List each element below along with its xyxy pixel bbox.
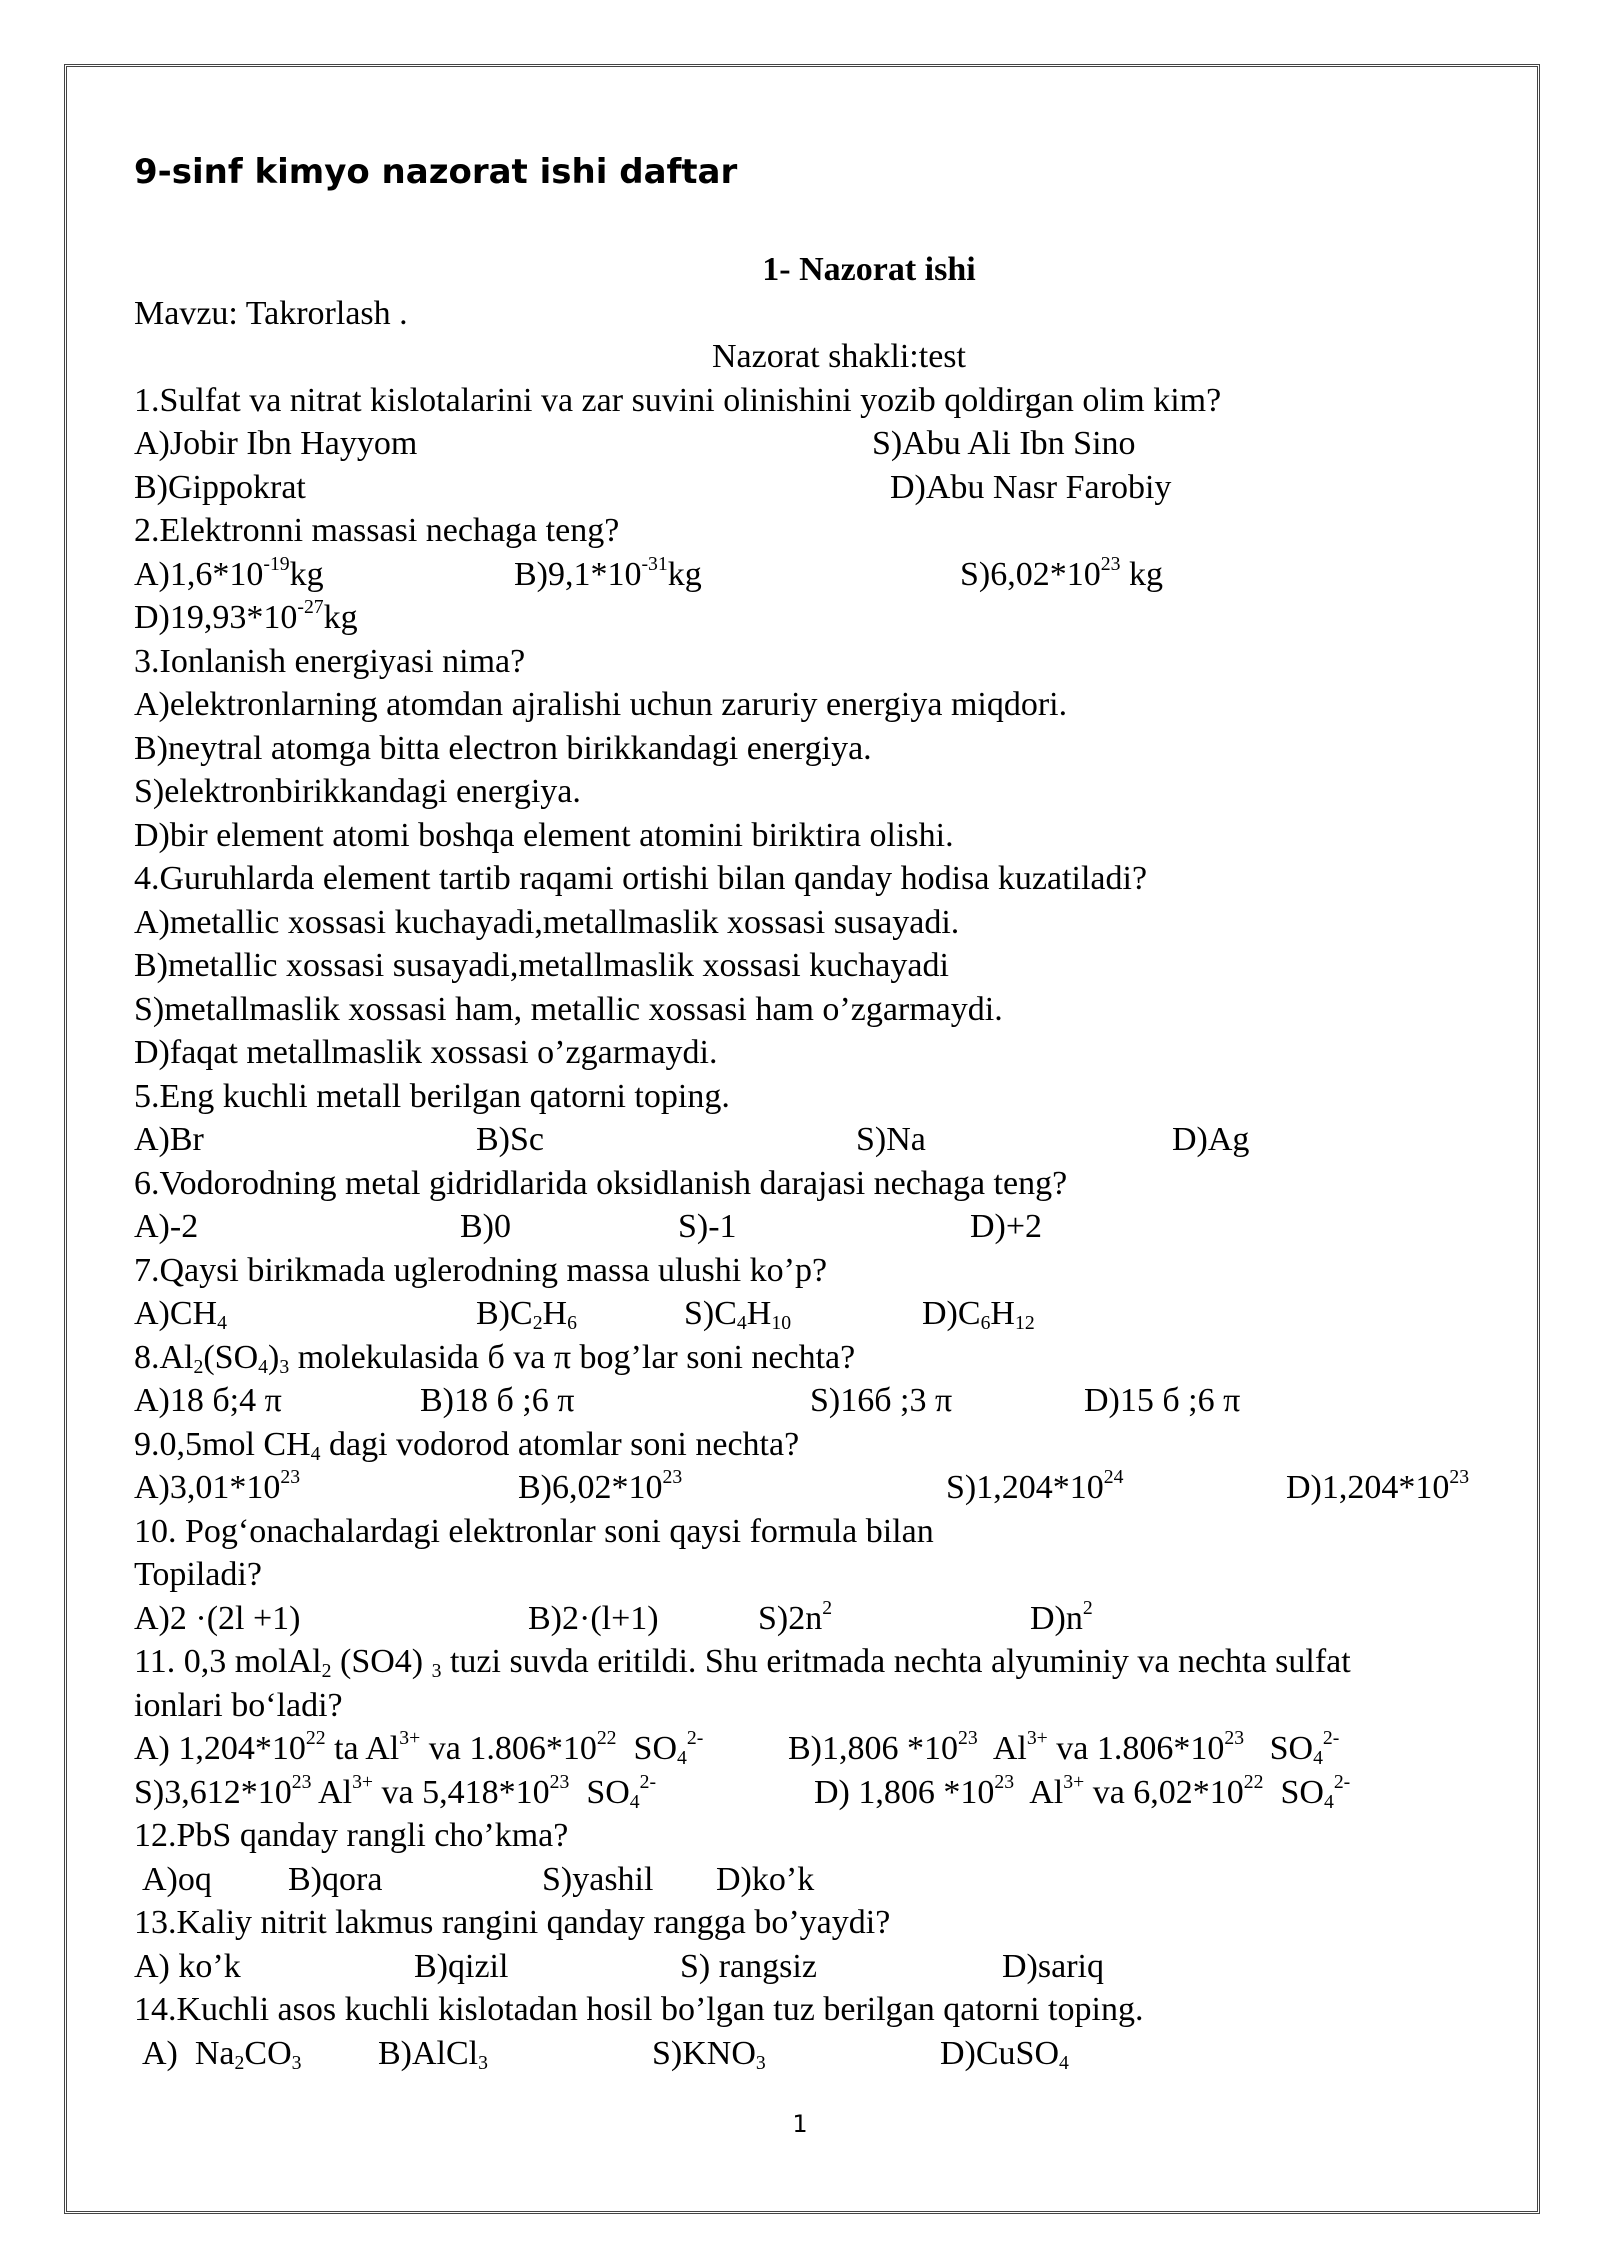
option-a: A)Br [134, 1121, 204, 1158]
question-3: 3.Ionlanish energiyasi nima? [134, 642, 526, 680]
option-d: D)15 б ;6 π [1084, 1382, 1241, 1419]
option-s: S)metallmaslik xossasi ham, metallic xossasi ham o’zgarmaydi. [134, 990, 1003, 1028]
question-4: 4.Guruhlarda element tartib raqami ortishi bilan qanday hodisa kuzatiladi? [134, 860, 1148, 897]
option-d: $D)19,93*10^{-27}kg$ [134, 596, 358, 636]
option-a: A) $1,204*10^{22}$ ta $Al^{3+}$ va $1.806*10^{22}$ $SO_4^{2-}$ [134, 1727, 704, 1769]
option-d: $D)C_6H_{12}$ [922, 1295, 1035, 1334]
option-s: S)Na [856, 1121, 926, 1158]
option-row [134, 1118, 1514, 1162]
question-12: 12.PbS qanday rangli cho’kma? [134, 1817, 569, 1854]
option-b: B)1,806 $*10^{23}$ $Al^{3+}$ va $1.806*10^{23}$ $SO_4^{2-}$ [788, 1727, 1340, 1769]
option-s: S)yashil [542, 1860, 654, 1898]
question-6: 6.Vodorodning metal gidridlarida oksidlanish darajasi nechaga teng? [134, 1164, 1068, 1202]
option-a: A)18 б;4 π [134, 1382, 282, 1419]
question-13: 13.Kaliy nitrit lakmus rangini qanday rangga bo’yaydi? [134, 1904, 891, 1941]
option-row [134, 466, 1514, 510]
option-a: A)elektronlarning atomdan ajralishi uchun zaruriy energiya miqdori. [134, 686, 1068, 723]
option-a: A)Jobir Ibn Hayyom [134, 425, 418, 462]
page-number: 1 [792, 2110, 808, 2138]
option-s: S)Abu Ali Ibn Sino [872, 425, 1136, 462]
option-s: S)-1 [678, 1208, 737, 1245]
option-b: $B)9,1*10^{-31}kg$ [514, 552, 702, 593]
question-11-cont: ionlari bo‘ladi? [134, 1686, 343, 1724]
question-2: 2.Elektronni massasi nechaga teng? [134, 512, 620, 549]
option-b: B)0 [460, 1208, 511, 1245]
option-b: B)Sc [476, 1121, 544, 1158]
option-b: B)qora [288, 1860, 383, 1898]
test-form-line: Nazorat shakli:test [712, 338, 966, 375]
option-s: $S)3,612*10^{23}$ $Al^{3+}$ va $5,418*10^{23}$ $SO_4^{2-}$ [134, 1770, 657, 1813]
option-row [134, 1466, 1514, 1510]
topic-line: Mavzu: Takrorlash . [134, 294, 408, 332]
option-b: B)2·(l+1) [528, 1599, 659, 1637]
option-d: D)bir element atomi boshqa element atomini biriktira olishi. [134, 816, 954, 854]
option-b: $B)6,02*10^{23}$ [518, 1466, 683, 1506]
option-row [134, 1205, 1514, 1249]
option-d: D)+2 [970, 1208, 1043, 1245]
option-row [134, 422, 1514, 466]
option-a: A)metallic xossasi kuchayadi,metallmaslik xossasi susayadi. [134, 903, 960, 941]
option-row [134, 1727, 1514, 1771]
question-9: 9.0,5mol $CH_4$ dagi vodorod atomlar soni nechta? [134, 1425, 800, 1465]
option-b: B)Gippokrat [134, 468, 306, 506]
question-10-cont: Topiladi? [134, 1556, 262, 1593]
option-d: D) 1,806 $*10^{23}$ $Al^{3+}$ va $6,02*10^{22}$ $SO_4^{2-}$ [814, 1770, 1351, 1813]
option-a: $A)CH_4$ [134, 1295, 227, 1334]
option-d: $D)1,204*10^{23}$ [1286, 1466, 1470, 1506]
option-row [134, 1597, 1514, 1641]
option-a: A) $Na_2CO_3$ [142, 2034, 302, 2074]
question-7: 7.Qaysi birikmada uglerodning massa ulushi ko’p? [134, 1251, 828, 1289]
option-s: $S)1,204*10^{24}$ [946, 1466, 1124, 1506]
option-row [134, 1771, 1514, 1815]
option-b: B)qizil [414, 1947, 509, 1985]
option-a: A)oq [142, 1860, 212, 1898]
question-8: $8.Al_2(SO_4)_3$ molekulasida б va π bog’lar soni nechta? [134, 1338, 856, 1378]
option-row [134, 1945, 1514, 1989]
question-11: 11. 0,3 molAl$_2$ (SO4) $_3$ tuzi suvda eritildi. Shu eritmada nechta alyuminiy va nechta sulfat [134, 1643, 1351, 1682]
option-d: D)ko’k [716, 1860, 815, 1898]
option-b: $B)C_2H_6$ [476, 1295, 577, 1334]
option-row [134, 1379, 1514, 1423]
option-s: $S)6,02*10^{23}$ kg [960, 552, 1163, 593]
option-d: D)Ag [1172, 1121, 1250, 1158]
question-10: 10. Pog‘onachalardagi elektronlar soni qaysi formula bilan [134, 1512, 934, 1550]
option-s: $S)2n^2$ [758, 1596, 833, 1637]
option-a: $A)3,01*10^{23}$ [134, 1466, 301, 1506]
option-b: B)AlCl$_3$ [378, 2034, 488, 2074]
option-d: $D)n^2$ [1030, 1596, 1093, 1637]
option-a: A)2 ·(2l +1) [134, 1599, 301, 1637]
option-d: D)Abu Nasr Farobiy [890, 468, 1172, 506]
document-title: 9-sinf kimyo nazorat ishi daftar [134, 152, 738, 192]
option-b: B)metallic xossasi susayadi,metallmaslik xossasi kuchayadi [134, 947, 949, 984]
option-row [134, 596, 1514, 640]
option-d: D)sariq [1002, 1947, 1104, 1985]
option-a: A)-2 [134, 1208, 199, 1245]
option-s: $S)C_4H_{10}$ [684, 1295, 792, 1334]
option-d: D)faqat metallmaslik xossasi o’zgarmaydi. [134, 1034, 718, 1071]
option-row [134, 1292, 1514, 1336]
option-d: D)CuSO$_4$ [940, 2034, 1069, 2074]
option-row [134, 2032, 1514, 2076]
option-s: S) rangsiz [680, 1947, 817, 1985]
option-s: S)elektronbirikkandagi energiya. [134, 773, 581, 810]
section-heading: 1- Nazorat ishi [762, 251, 976, 288]
option-b: B)18 б ;6 π [420, 1382, 575, 1419]
option-a: $A)1,6*10^{-19}kg$ [134, 552, 324, 593]
option-s: $S)KNO_3$ [652, 2034, 766, 2074]
worksheet [134, 248, 1514, 2075]
option-s: S)16б ;3 π [810, 1382, 953, 1419]
option-a: A) ko’k [134, 1947, 241, 1985]
question-1: 1.Sulfat va nitrat kislotalarini va zar suvini olinishini yozib qoldirgan olim kim? [134, 381, 1222, 419]
question-14: 14.Kuchli asos kuchli kislotadan hosil bo’lgan tuz berilgan qatorni toping. [134, 1991, 1144, 2028]
option-row [134, 553, 1514, 597]
option-row [134, 1858, 1514, 1902]
question-5: 5.Eng kuchli metall berilgan qatorni toping. [134, 1077, 730, 1115]
option-b: B)neytral atomga bitta electron birikkandagi energiya. [134, 729, 872, 767]
